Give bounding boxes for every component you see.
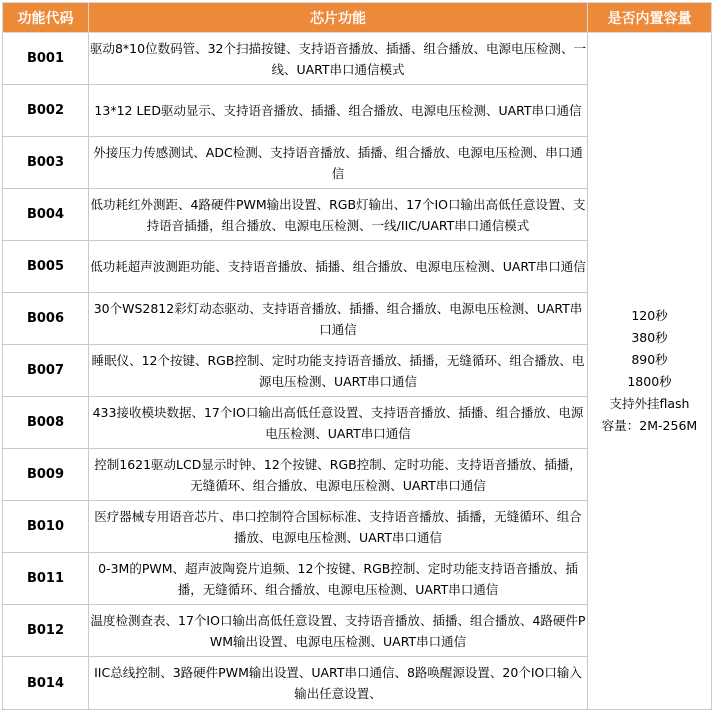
function-code: B002 — [3, 85, 89, 137]
chip-feature: 医疗器械专用语音芯片、串口控制符合国标标准、支持语音播放、插播，无缝循环、组合播放、电源电压检测、UART串口通信 — [89, 501, 588, 553]
chip-feature: IIC总线控制、3路硬件PWM输出设置、UART串口通信、8路唤醒源设置、20个IO口输入输出任意设置、 — [89, 657, 588, 710]
capacity-cell — [588, 33, 712, 710]
chip-feature: 温度检测查表、17个IO口输出高低任意设置、支持语音播放、插播、组合播放、4路硬件PWM输出设置、电源电压检测、UART串口通信 — [89, 605, 588, 657]
capacity-line: 1800秒 — [627, 374, 672, 389]
chip-feature: 433接收模块数据、17个IO口输出高低任意设置、支持语音播放、插播、组合播放、电源电压检测、UART串口通信 — [89, 397, 588, 449]
function-code: B008 — [3, 397, 89, 449]
chip-function-table — [2, 2, 712, 710]
chip-feature: 低功耗红外测距、4路硬件PWM输出设置、RGB灯输出、17个IO口输出高低任意设置、支持语音插播，组合播放、电源电压检测、一线/IIC/UART串口通信模式 — [89, 189, 588, 241]
function-code: B010 — [3, 501, 89, 553]
header-feature: 芯片功能 — [89, 3, 588, 33]
chip-feature: 驱动8*10位数码管、32个扫描按键、支持语音播放、插播、组合播放、电源电压检测、一线、UART串口通信模式 — [89, 33, 588, 85]
chip-feature: 外接压力传感测试、ADC检测、支持语音播放、插播、组合播放、电源电压检测、串口通信 — [89, 137, 588, 189]
function-code: B003 — [3, 137, 89, 189]
function-code: B007 — [3, 345, 89, 397]
capacity-line: 380秒 — [631, 330, 668, 345]
chip-feature: 30个WS2812彩灯动态驱动、支持语音播放、插播、组合播放、电源电压检测、UART串口通信 — [89, 293, 588, 345]
chip-feature: 睡眠仪、12个按键、RGB控制、定时功能支持语音播放、插播，无缝循环、组合播放、电源电压检测、UART串口通信 — [89, 345, 588, 397]
function-code: B011 — [3, 553, 89, 605]
chip-feature: 13*12 LED驱动显示、支持语音播放、插播、组合播放、电源电压检测、UART串口通信 — [89, 85, 588, 137]
header-row — [3, 3, 712, 33]
chip-feature: 0-3M的PWM、超声波陶瓷片追频、12个按键、RGB控制、定时功能支持语音播放、插播，无缝循环、组合播放、电源电压检测、UART串口通信 — [89, 553, 588, 605]
header-capacity: 是否内置容量 — [588, 3, 712, 33]
capacity-line: 支持外挂flash — [609, 396, 690, 411]
table-row — [3, 33, 712, 85]
function-code: B001 — [3, 33, 89, 85]
function-code: B009 — [3, 449, 89, 501]
function-code: B006 — [3, 293, 89, 345]
chip-feature: 低功耗超声波测距功能、支持语音播放、插播、组合播放、电源电压检测、UART串口通信 — [89, 241, 588, 293]
function-code: B005 — [3, 241, 89, 293]
capacity-line: 容量：2M-256M — [601, 418, 698, 433]
capacity-line: 120秒 — [631, 308, 668, 323]
function-code: B012 — [3, 605, 89, 657]
capacity-line: 890秒 — [631, 352, 668, 367]
header-code: 功能代码 — [3, 3, 89, 33]
function-code: B004 — [3, 189, 89, 241]
chip-feature: 控制1621驱动LCD显示时钟、12个按键、RGB控制、定时功能、支持语音播放、插播，无缝循环、组合播放、电源电压检测、UART串口通信 — [89, 449, 588, 501]
function-code: B014 — [3, 657, 89, 710]
